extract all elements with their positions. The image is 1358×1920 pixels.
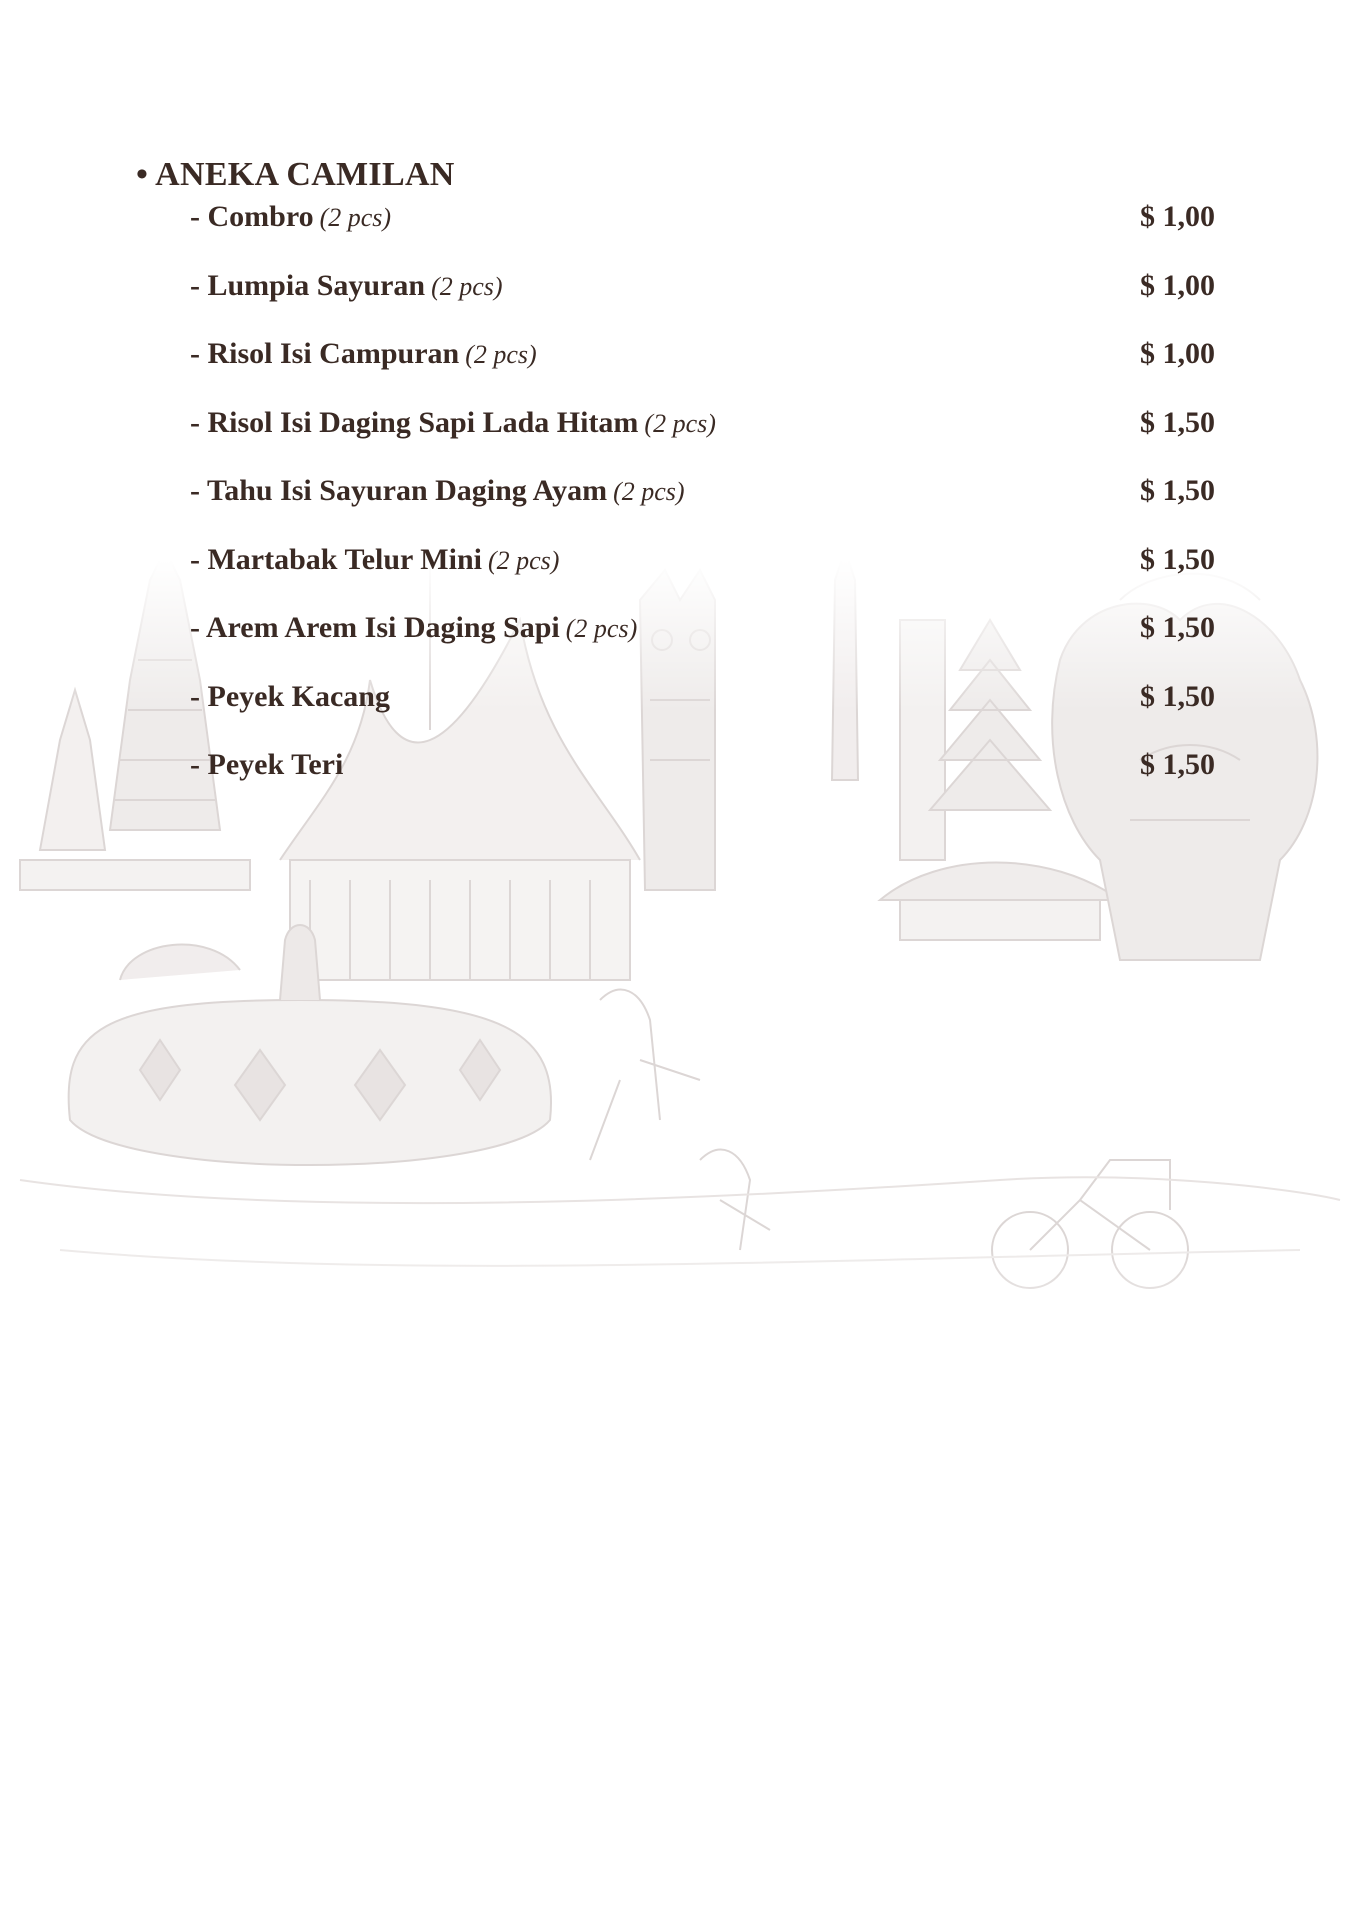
menu-item-price: $ 1,50 — [1140, 611, 1215, 644]
menu-item-price: $ 1,50 — [1140, 474, 1215, 507]
menu-item — [190, 200, 1215, 269]
section-title: • ANEKA CAMILAN — [136, 156, 455, 194]
menu-item-name: - Lumpia Sayuran — [190, 268, 426, 302]
menu-item-qty: (2 pcs) — [465, 340, 537, 369]
menu-item-price: $ 1,50 — [1140, 679, 1215, 713]
menu-item-label — [190, 406, 716, 440]
menu-item-price: $ 1,00 — [1140, 337, 1215, 370]
menu-item-label — [190, 337, 537, 371]
menu-item-qty: (2 pcs) — [487, 545, 560, 575]
menu-item-label — [190, 200, 391, 234]
menu-item-price: $ 1,50 — [1140, 405, 1215, 439]
menu-item-name: - Peyek Teri — [190, 748, 344, 781]
menu-item-label — [190, 543, 559, 577]
menu-item — [190, 680, 1215, 749]
menu-item-name: - Tahu Isi Sayuran Daging Ayam — [190, 474, 608, 507]
menu-item — [190, 611, 1215, 680]
menu-item-label — [190, 269, 503, 303]
menu-item-label — [190, 474, 685, 508]
menu-item-name: - Arem Arem Isi Daging Sapi — [190, 611, 560, 644]
menu-item-qty: (2 pcs) — [565, 614, 638, 643]
menu-item-label — [190, 748, 349, 782]
menu-item — [190, 543, 1215, 612]
menu-item-name: - Combro — [190, 200, 314, 233]
menu-item-qty: (2 pcs) — [431, 271, 503, 301]
menu-item-name: - Risol Isi Campuran — [190, 337, 460, 370]
menu-item-qty: (2 pcs) — [319, 203, 392, 232]
menu-item-price: $ 1,50 — [1140, 542, 1215, 576]
menu-item — [190, 406, 1215, 475]
menu-item-label — [190, 680, 396, 714]
menu-item — [190, 269, 1215, 338]
menu-item — [190, 337, 1215, 406]
menu-item-name: - Risol Isi Daging Sapi Lada Hitam — [190, 405, 639, 439]
menu-item-label — [190, 611, 637, 645]
menu-item — [190, 748, 1215, 817]
menu-item-qty: (2 pcs) — [613, 477, 685, 506]
menu-item-price: $ 1,00 — [1140, 268, 1215, 302]
menu-item-qty: (2 pcs) — [644, 408, 716, 438]
menu-item-price: $ 1,50 — [1140, 748, 1215, 781]
menu-item-list — [190, 200, 1215, 817]
menu-item-name: - Martabak Telur Mini — [190, 542, 482, 576]
menu-item-price: $ 1,00 — [1140, 200, 1215, 233]
menu-item-name: - Peyek Kacang — [190, 679, 390, 713]
menu-item — [190, 474, 1215, 543]
